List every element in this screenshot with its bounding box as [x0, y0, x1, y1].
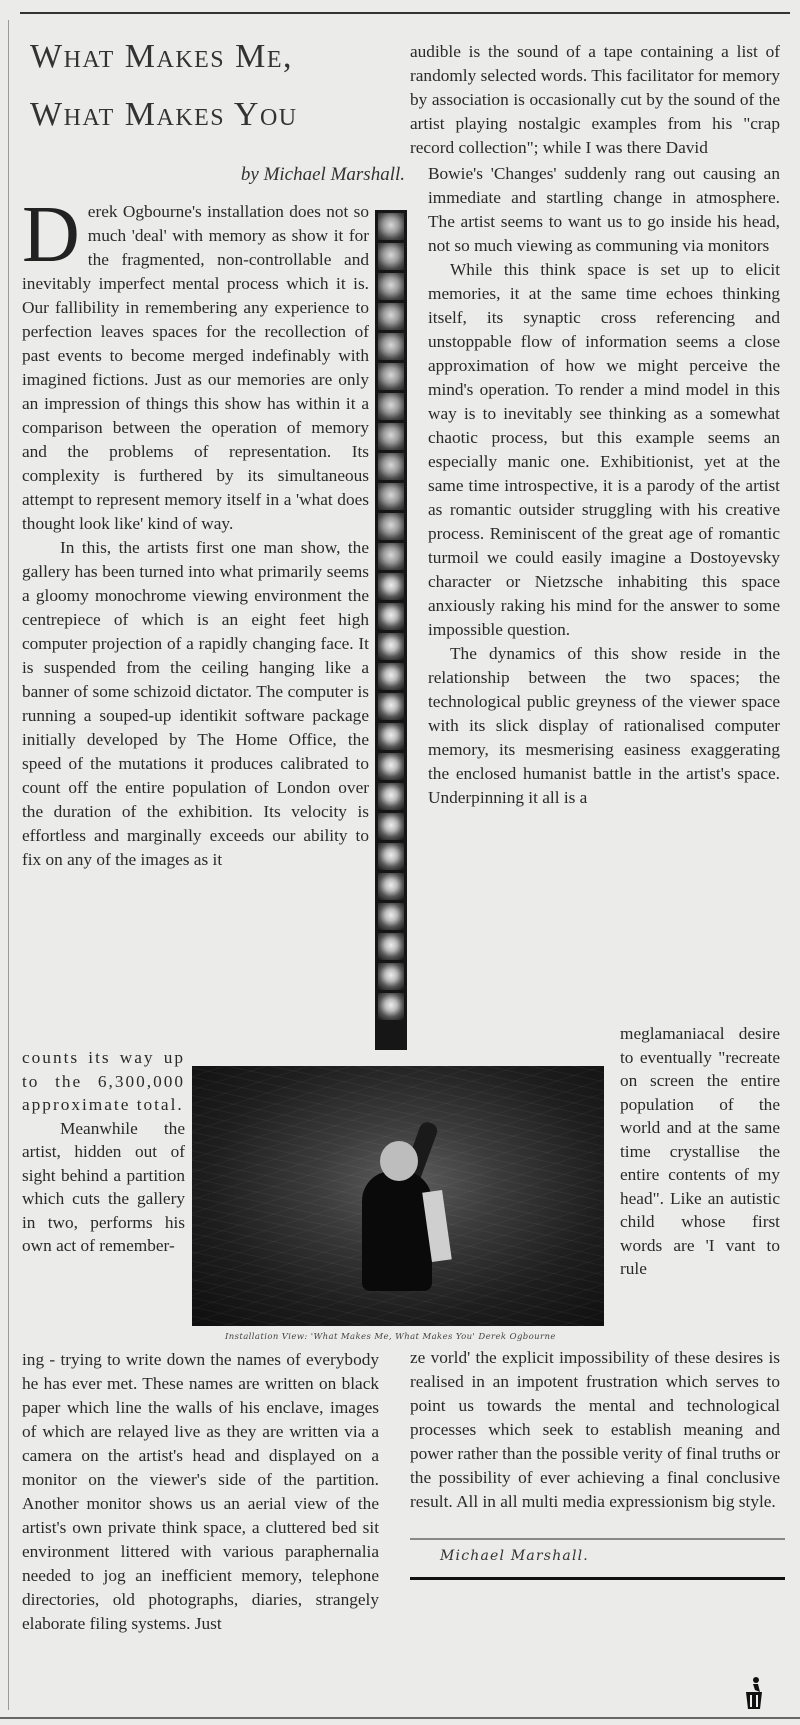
- face-frame: [378, 303, 404, 330]
- face-frame: [378, 963, 404, 990]
- face-frame: [378, 543, 404, 570]
- face-frame: [378, 783, 404, 810]
- face-frame: [378, 603, 404, 630]
- installation-photo: [192, 1066, 604, 1326]
- face-frame: [378, 273, 404, 300]
- face-frame: [378, 723, 404, 750]
- paragraph-3-start: Meanwhile the artist, hidden out of sight behind a partition which cuts the gallery in two, performs his own act of remember-: [22, 1118, 185, 1255]
- face-frame: [378, 843, 404, 870]
- paragraph-4-end: Bowie's 'Changes' suddenly rang out causing an immediate and startling change in atmosphere. The artist seems to want us to go inside his head, not so much viewing as communing via monitors: [428, 164, 780, 255]
- paragraph-2: In this, the artists first one man show, the gallery has been turned into what primarily seems a gloomy monochrome viewing environment the centrepiece of which is an eight feet high computer projection of a rapidly changing face. It is suspended from the ceiling hanging like a banner of some schizoid dictator. The computer is running a souped-up identikit software package initially developed by The Home Office, the speed of the mutations it produces calibrated to count off the entire population of London over the duration of the exhibition. Its velocity is effortless and marginally exceeds our ability to fix on any of the images as it: [22, 538, 369, 869]
- right-wrap-beside-photo: [620, 1022, 780, 1281]
- end-rule: [410, 1577, 785, 1580]
- right-column-bottom: [410, 1346, 780, 1514]
- face-frame: [378, 633, 404, 660]
- signature: Michael Marshall.: [440, 1548, 589, 1564]
- litter-bin-icon: [742, 1676, 766, 1710]
- face-frame: [378, 663, 404, 690]
- left-column-bottom: [22, 1348, 379, 1636]
- face-frame: [378, 453, 404, 480]
- paragraph-6: The dynamics of this show reside in the relationship between the two spaces; the technological public greyness of the viewer space with its slick display of rationalised computer memory, its mesmerising easiness exaggerating the enclosed humanist battle in the artist's space. Underpinning it all is a: [428, 644, 780, 807]
- face-frame: [378, 423, 404, 450]
- face-frame: [378, 363, 404, 390]
- paragraph-3-rest: ing - trying to write down the names of everybody he has ever met. These names are written on black paper which line the walls of his enclave, images of which are relayed live as they are written via a camera on the artist's head and displayed on a monitor on the viewer's side of the partition. Another monitor shows us an aerial view of the artist's own private think space, a cluttered bed sit environment littered with various paraphernalia needed to jog an inefficient memory, telephone directories, old photographs, diaries, strangely elaborate filing systems. Just: [22, 1350, 379, 1633]
- article-title-line-2: What Makes You: [30, 96, 298, 133]
- face-frame: [378, 483, 404, 510]
- paragraph-1: Derek Ogbourne's installation does not so much 'deal' with memory as show it for the fragmented, non-controllable and inevitably imperfect mental process which it is. Our fallibility in remembering any experience to perfection leaves spaces for the recollection of past events to become merged indefinably with imagined fictions. Just as our memories are only an impression of things this show has within it a comparison between the operation of memory and the problems of representation. Its complexity is furthered by its simultaneous attempt to represent memory itself in a 'what does thought look like' kind of way.: [22, 191, 369, 533]
- signature-rule: [410, 1538, 785, 1540]
- top-rule: [20, 12, 790, 14]
- left-rule: [8, 20, 9, 1710]
- face-frame: [378, 903, 404, 930]
- right-column-body: [428, 162, 780, 810]
- left-wrap-beside-photo: [22, 1046, 185, 1258]
- left-column-top: [22, 191, 369, 872]
- face-frame: [378, 753, 404, 780]
- photo-caption: Installation View: 'What Makes Me, What Makes You' Derek Ogbourne: [225, 1332, 556, 1342]
- drop-cap: D: [22, 191, 80, 279]
- face-frame: [378, 513, 404, 540]
- face-frame: [378, 933, 404, 960]
- face-frame: [378, 993, 404, 1020]
- paragraph-6-end: ze vorld' the explicit impossibility of these desires is realised in an impotent frustration which serves to point us towards the mental and technological processes which seek to establish meaning and power rather than the possible verity of final truths or the possibility of ever achieving a final conclusive result. All in all multi media expressionism big style.: [410, 1348, 781, 1511]
- face-filmstrip: [375, 210, 407, 1050]
- face-frame: [378, 693, 404, 720]
- bottom-rule: [0, 1717, 800, 1719]
- article-title-line-1: What Makes Me,: [30, 38, 294, 75]
- face-frame: [378, 573, 404, 600]
- paragraph-6-wrap: meglamaniacal desire to eventually "recreate on screen the entire population of the world and at the same time crystallise the entire contents of my head". Like an autistic child whose first words are 'I vant to rule: [620, 1024, 780, 1278]
- right-column-top: [410, 40, 780, 160]
- face-frame: [378, 243, 404, 270]
- paragraph-5: While this think space is set up to elicit memories, it at the same time echoes thinking itself, its synaptic cross referencing and unstoppable flow of information seems a close approximation of how we might perceive the mind's operation. To render a mind model in this way is to inevitably see thinking as a somewhat chaotic process, but this example seems an especially manic one. Exhibitionist, yet at the same time introspective, it is a parody of the artist as romantic outsider struggling with his creative process. Reminiscent of the great age of romantic turmoil we could easily imagine a Dostoyevsky character or Nietzsche inhabiting this space anxiously raking his mind for the answer to some impossible question.: [428, 260, 780, 639]
- byline: by Michael Marshall.: [240, 164, 405, 185]
- face-frame: [378, 213, 404, 240]
- face-frame: [378, 393, 404, 420]
- paragraph-2-end: counts its way up to the 6,300,000 approximate total.: [22, 1048, 185, 1114]
- paragraph-4-start: audible is the sound of a tape containing a list of randomly selected words. This facilitator for memory by association is occasionally cut by the sound of the artist playing nostalgic examples from his "crap record collection"; while I was there David: [410, 42, 780, 157]
- face-frame: [378, 333, 404, 360]
- face-frame: [378, 813, 404, 840]
- face-frame: [378, 873, 404, 900]
